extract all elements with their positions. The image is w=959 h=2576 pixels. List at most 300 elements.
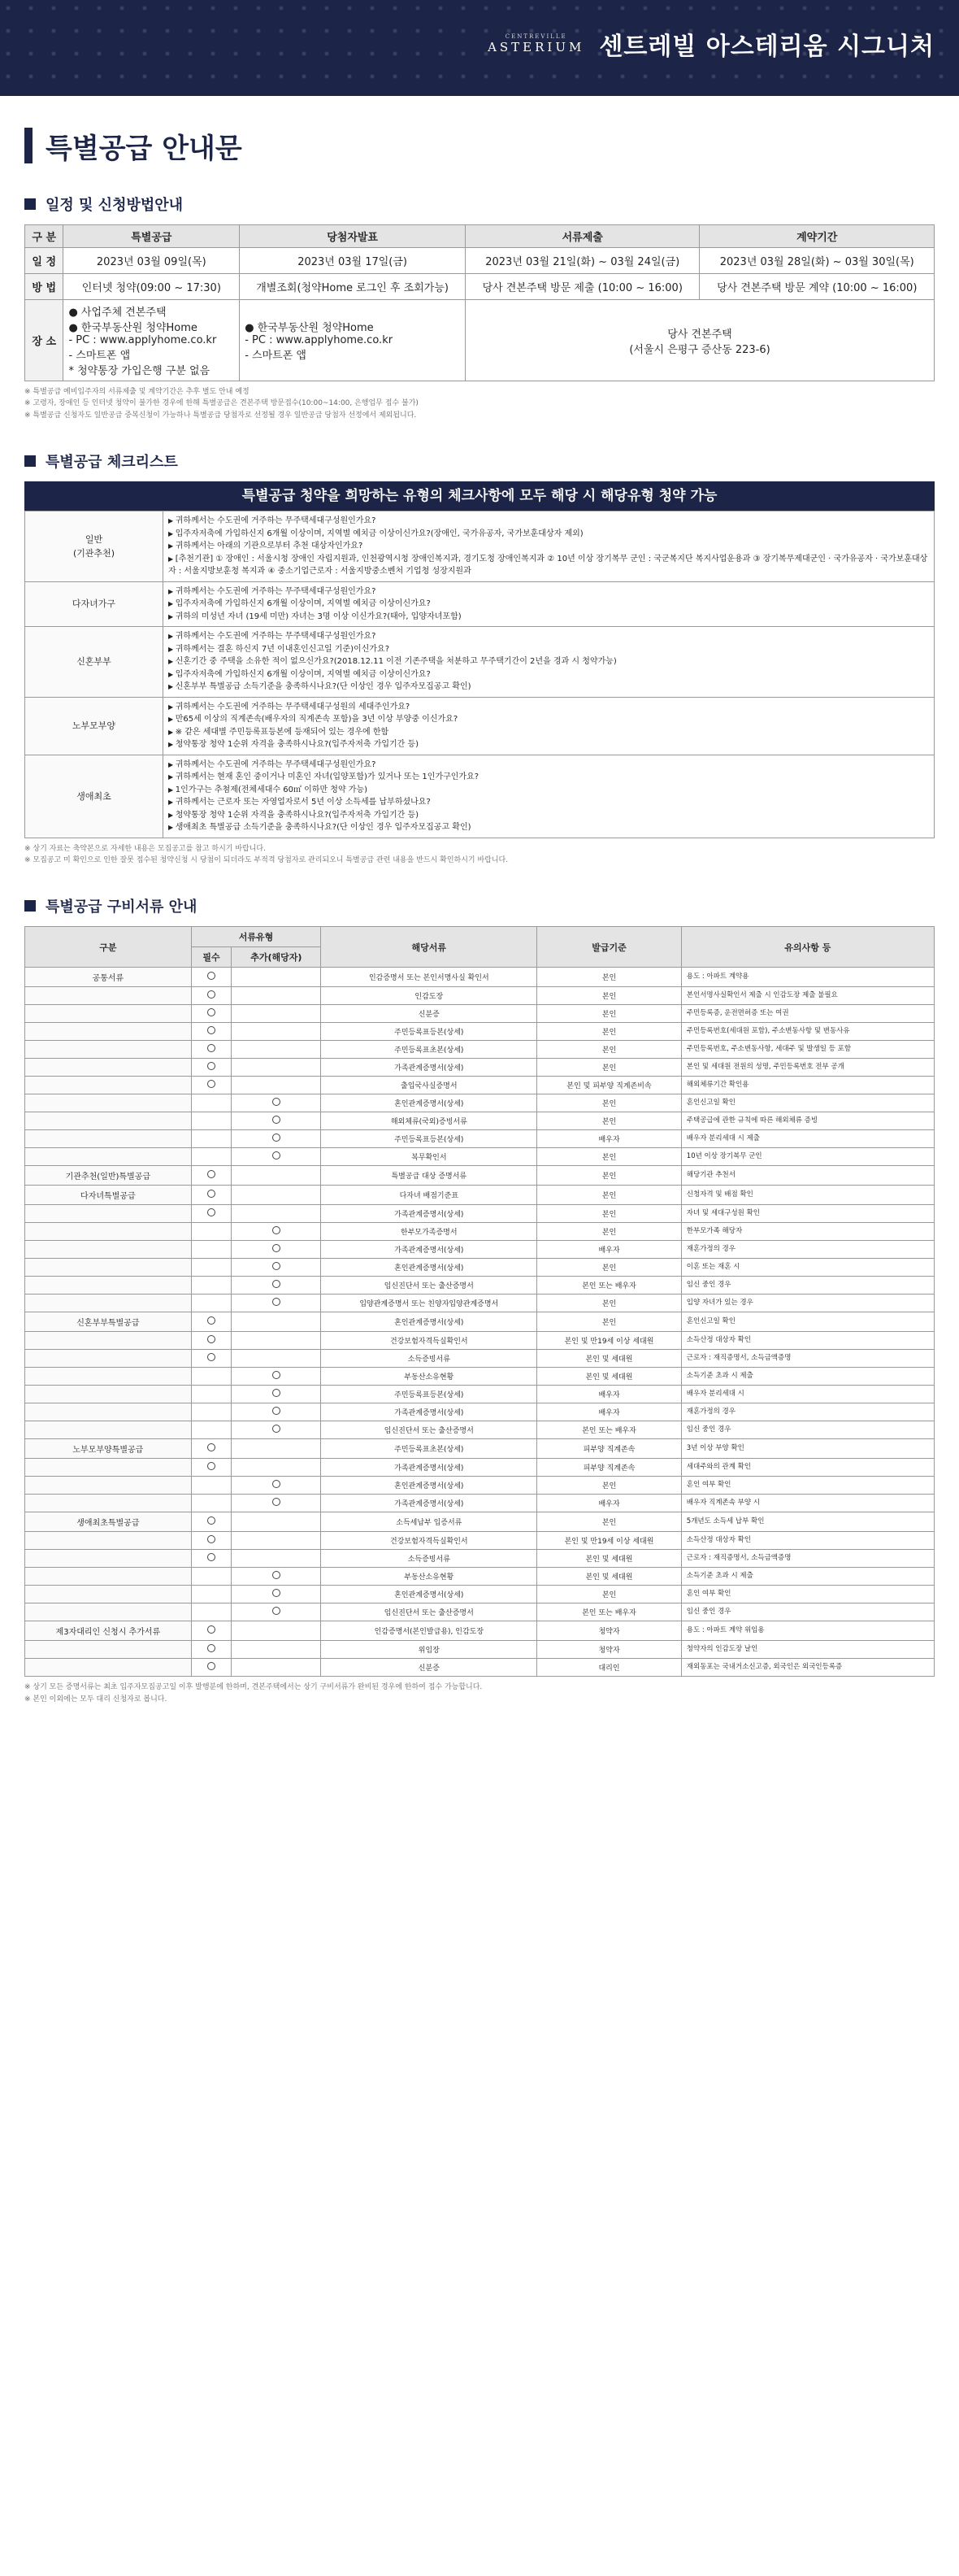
circle-icon (272, 1098, 280, 1106)
docs-desc: 주민등록증, 운전면허증 또는 여권 (681, 1005, 934, 1023)
schedule-cell: 2023년 03월 17일(금) (240, 248, 466, 274)
circle-icon (207, 1625, 215, 1634)
circle-icon (272, 1589, 280, 1597)
docs-category (25, 1223, 192, 1241)
docs-desc: 10년 이상 장기복무 군인 (681, 1148, 934, 1166)
docs-required (191, 1439, 232, 1459)
circle-icon (272, 1134, 280, 1142)
docs-category (25, 1059, 192, 1077)
docs-doc: 특별공급 대상 증명서류 (321, 1166, 537, 1186)
docs-doc: 주민등록표등본(상세) (321, 1130, 537, 1148)
checklist-item: ▶ 입주자저축에 가입하신지 6개월 이상이며, 지역별 예치금 이상이신가요?(장애인, 국가유공자, 국가보훈대상자 제외) (168, 528, 929, 541)
schedule-cell: 인터넷 청약(09:00 ~ 17:30) (63, 274, 240, 300)
docs-doc: 해외체류(국외)증빙서류 (321, 1112, 537, 1130)
checklist-banner: 특별공급 청약을 희망하는 유형의 체크사항에 모두 해당 시 해당유형 청약 가능 (24, 481, 935, 511)
page-title: 특별공급 안내문 (46, 132, 242, 165)
docs-doc: 주민등록표초본(상세) (321, 1041, 537, 1059)
checklist-label: 일반 (기관추천) (25, 511, 163, 582)
note-line: ※ 고령자, 장애인 등 인터넷 청약이 불가한 경우에 한해 특별공급은 견본주택 방문접수(10:00~14:00, 은행업무 접수 불가) (24, 399, 419, 408)
docs-category: 공통서류 (25, 968, 192, 987)
docs-header-notes: 유의사항 등 (681, 927, 934, 968)
place-col1 (63, 300, 240, 381)
docs-doc: 출입국사실증명서 (321, 1077, 537, 1094)
docs-additional (232, 1332, 321, 1350)
docs-doc: 혼인관계증명서(상세) (321, 1586, 537, 1603)
schedule-header: 계약기간 (700, 225, 935, 248)
docs-required (191, 1350, 232, 1368)
checklist-label: 생애최초 (25, 755, 163, 838)
checklist-row (25, 627, 935, 698)
docs-doc: 건강보험자격득실확인서 (321, 1532, 537, 1550)
docs-desc: 혼인신고일 확인 (681, 1094, 934, 1112)
docs-issuer: 배우자 (537, 1241, 682, 1259)
checklist-item: ▶ 1인가구는 추첨제(전체세대수 60㎡ 이하만 청약 가능) (168, 784, 929, 797)
docs-additional (232, 1350, 321, 1368)
checklist-item: ▶ 귀하의 미성년 자녀 (19세 미만) 자녀는 3명 이상 이신가요?(태아, 입양자녀포함) (168, 611, 929, 624)
docs-row (25, 1077, 935, 1094)
note-line: ※ 상기 자료는 축약본으로 자세한 내용은 모집공고를 참고 하시기 바랍니다. (24, 844, 266, 853)
checklist-item: ▶ 귀하께서는 아래의 기관으로부터 추천 대상자인가요? (168, 540, 929, 553)
docs-category (25, 1295, 192, 1312)
docs-additional (232, 1641, 321, 1659)
checklist-item: ▶ 귀하께서는 수도권에 거주하는 무주택세대구성원인가요? (168, 585, 929, 598)
docs-required (191, 1403, 232, 1421)
docs-issuer: 배우자 (537, 1386, 682, 1403)
docs-issuer: 배우자 (537, 1130, 682, 1148)
docs-row (25, 1277, 935, 1295)
docs-issuer: 본인 (537, 1586, 682, 1603)
docs-required (191, 1421, 232, 1439)
docs-desc: 배우자 분리세대 시 (681, 1386, 934, 1403)
place-line: ● 한국부동산원 청약Home (245, 322, 374, 334)
docs-issuer: 본인 (537, 1259, 682, 1277)
docs-doc: 가족관계증명서(상세) (321, 1495, 537, 1512)
docs-category: 생애최초특별공급 (25, 1512, 192, 1532)
docs-required (191, 1259, 232, 1277)
docs-doc: 소득증빙서류 (321, 1350, 537, 1368)
place-line: (서울시 은평구 증산동 223-6) (629, 343, 770, 356)
docs-category: 기관추천(일반)특별공급 (25, 1166, 192, 1186)
docs-doc: 혼인관계증명서(상세) (321, 1312, 537, 1332)
docs-category (25, 1148, 192, 1166)
docs-issuer: 본인 (537, 1094, 682, 1112)
docs-required (191, 1166, 232, 1186)
schedule-header: 당첨자발표 (240, 225, 466, 248)
docs-issuer: 본인 (537, 1059, 682, 1077)
docs-category (25, 1403, 192, 1421)
docs-additional (232, 1568, 321, 1586)
place-col3 (466, 300, 935, 381)
docs-required (191, 1459, 232, 1477)
docs-desc: 본인서명사실확인서 제출 시 인감도장 제출 불필요 (681, 987, 934, 1005)
docs-issuer: 청약자 (537, 1641, 682, 1659)
docs-required (191, 1277, 232, 1295)
schedule-cell: 2023년 03월 28일(화) ~ 03월 30일(목) (700, 248, 935, 274)
docs-additional (232, 987, 321, 1005)
docs-additional (232, 1421, 321, 1439)
schedule-cell: 당사 견본주택 방문 제출 (10:00 ~ 16:00) (466, 274, 700, 300)
circle-icon (207, 1644, 215, 1652)
circle-icon (272, 1280, 280, 1288)
circle-icon (207, 1662, 215, 1670)
docs-issuer: 본인 (537, 1223, 682, 1241)
docs-doc: 부동산소유현황 (321, 1368, 537, 1386)
note-line: ※ 특별공급 신청자도 일반공급 중복신청이 가능하나 특별공급 당첨자로 선정될 경우 일반공급 당첨자 선정에서 제외됩니다. (24, 411, 417, 420)
docs-row (25, 1005, 935, 1023)
docs-row (25, 1659, 935, 1677)
checklist-items (163, 511, 935, 582)
schedule-header: 서류제출 (466, 225, 700, 248)
docs-category (25, 1205, 192, 1223)
docs-doc: 인감도장 (321, 987, 537, 1005)
docs-issuer: 본인 (537, 987, 682, 1005)
docs-desc: 재혼가정의 경우 (681, 1403, 934, 1421)
docs-category (25, 1603, 192, 1621)
schedule-section-title: 일정 및 신청방법안내 (24, 194, 935, 215)
docs-row (25, 1550, 935, 1568)
docs-required (191, 1023, 232, 1041)
docs-row (25, 1332, 935, 1350)
docs-doc: 가족관계증명서(상세) (321, 1205, 537, 1223)
docs-category: 노부모부양특별공급 (25, 1439, 192, 1459)
docs-additional (232, 1477, 321, 1495)
docs-row (25, 1023, 935, 1041)
circle-icon (272, 1425, 280, 1433)
docs-issuer: 본인 및 만19세 이상 세대원 (537, 1532, 682, 1550)
docs-required (191, 1568, 232, 1586)
docs-required (191, 1603, 232, 1621)
docs-additional (232, 1041, 321, 1059)
checklist-label: 다자녀가구 (25, 581, 163, 627)
docs-additional (232, 1112, 321, 1130)
docs-header-required: 필수 (191, 947, 232, 968)
docs-row (25, 1421, 935, 1439)
circle-icon (272, 1298, 280, 1306)
docs-notes (24, 1682, 935, 1705)
docs-desc: 근로자 : 재직증명서, 소득금액증명 (681, 1350, 934, 1368)
docs-additional (232, 1550, 321, 1568)
circle-icon (207, 1062, 215, 1070)
docs-additional (232, 1241, 321, 1259)
docs-issuer: 본인 (537, 1295, 682, 1312)
docs-additional (232, 1223, 321, 1241)
docs-desc: 주민등록번호(세대원 포함), 주소변동사항 및 변동사유 (681, 1023, 934, 1041)
docs-category (25, 1277, 192, 1295)
docs-row (25, 1223, 935, 1241)
docs-additional (232, 1277, 321, 1295)
checklist-item: ▶ 생애최초 특별공급 소득기준을 충족하시나요?(단 이상인 경우 입주자모집공고 확인) (168, 821, 929, 834)
docs-category (25, 1041, 192, 1059)
docs-row (25, 987, 935, 1005)
checklist-items (163, 755, 935, 838)
checklist-item: ▶ 청약통장 청약 1순위 자격을 충족하시나요?(입주자저축 가입기간 등) (168, 809, 929, 822)
docs-issuer: 본인 및 세대원 (537, 1550, 682, 1568)
docs-category (25, 1130, 192, 1148)
checklist-list (168, 515, 929, 578)
circle-icon (272, 1371, 280, 1379)
docs-additional (232, 1166, 321, 1186)
docs-required (191, 1130, 232, 1148)
brand-logo: CENTREVILLE ASTERIUM (488, 33, 585, 54)
brand-name: 센트레빌 아스테리움 시그니처 (599, 33, 935, 61)
docs-row (25, 1512, 935, 1532)
docs-desc: 세대주와의 관계 확인 (681, 1459, 934, 1477)
docs-issuer: 본인 (537, 1041, 682, 1059)
docs-issuer: 본인 (537, 1166, 682, 1186)
docs-category (25, 1077, 192, 1094)
docs-category: 제3자대리인 신청시 추가서류 (25, 1621, 192, 1641)
site-header (0, 0, 959, 96)
docs-category (25, 1659, 192, 1677)
docs-row (25, 1641, 935, 1659)
docs-desc: 소득기준 초과 시 제출 (681, 1568, 934, 1586)
docs-category (25, 1477, 192, 1495)
docs-issuer: 본인 (537, 1148, 682, 1166)
docs-additional (232, 1077, 321, 1094)
title-bar (24, 128, 33, 163)
square-icon (24, 900, 36, 912)
docs-header-doc: 해당서류 (321, 927, 537, 968)
place-line: - PC : www.applyhome.co.kr (245, 334, 393, 346)
docs-desc: 소득산정 대상자 확인 (681, 1332, 934, 1350)
docs-category (25, 1005, 192, 1023)
checklist-item: ▶ 청약통장 청약 1순위 자격을 충족하시나요?(입주자저축 가입기간 등) (168, 738, 929, 751)
docs-required (191, 1621, 232, 1641)
docs-row (25, 1621, 935, 1641)
docs-desc: 소득기준 초과 시 제출 (681, 1368, 934, 1386)
circle-icon (207, 1026, 215, 1034)
docs-additional (232, 968, 321, 987)
docs-additional (232, 1259, 321, 1277)
place-line: 당사 견본주택 (667, 328, 732, 341)
docs-category (25, 1112, 192, 1130)
checklist-list (168, 585, 929, 624)
docs-category: 신혼부부특별공급 (25, 1312, 192, 1332)
docs-issuer: 본인 및 세대원 (537, 1350, 682, 1368)
docs-row (25, 1495, 935, 1512)
docs-required (191, 1550, 232, 1568)
docs-row (25, 1259, 935, 1277)
docs-desc: 재외동포는 국내거소신고증, 외국인은 외국인등록증 (681, 1659, 934, 1677)
schedule-cell: 일 정 (25, 248, 63, 274)
docs-desc: 본인 및 세대원 전원의 성명, 주민등록번호 전부 공개 (681, 1059, 934, 1077)
docs-issuer: 본인 (537, 1186, 682, 1205)
place-line: * 청약통장 가입은행 구분 없음 (68, 365, 210, 377)
circle-icon (207, 1353, 215, 1361)
docs-required (191, 968, 232, 987)
docs-row (25, 1205, 935, 1223)
docs-category (25, 1495, 192, 1512)
docs-doc: 위임장 (321, 1641, 537, 1659)
docs-doc: 임신진단서 또는 출산증명서 (321, 1421, 537, 1439)
docs-row (25, 1386, 935, 1403)
checklist-label: 신혼부부 (25, 627, 163, 698)
docs-issuer: 대리인 (537, 1659, 682, 1677)
circle-icon (272, 1389, 280, 1397)
docs-issuer: 본인 및 세대원 (537, 1568, 682, 1586)
place-line: - 스마트폰 앱 (245, 350, 306, 362)
docs-doc: 임신진단서 또는 출산증명서 (321, 1603, 537, 1621)
checklist-row (25, 511, 935, 582)
docs-category (25, 1641, 192, 1659)
circle-icon (272, 1480, 280, 1488)
docs-required (191, 1495, 232, 1512)
docs-additional (232, 1312, 321, 1332)
docs-row (25, 1130, 935, 1148)
docs-additional (232, 1532, 321, 1550)
docs-issuer: 본인 (537, 1312, 682, 1332)
docs-doc: 인감증명서 또는 본인서명사실 확인서 (321, 968, 537, 987)
docs-additional (232, 1495, 321, 1512)
docs-doc: 소득세납부 입증서류 (321, 1512, 537, 1532)
docs-row (25, 1041, 935, 1059)
docs-issuer: 피부양 직계존속 (537, 1439, 682, 1459)
docs-header-additional: 추가(해당자) (232, 947, 321, 968)
docs-issuer: 피부양 직계존속 (537, 1459, 682, 1477)
docs-category (25, 987, 192, 1005)
place-line: - 스마트폰 앱 (68, 350, 131, 362)
checklist-item: ▶ [추천기관] ① 장애인 : 서울시청 장애인 자립지원과, 인천광역시청 장애인복지과, 경기도청 장애인복지과 ② 10년 이상 장기복무 군인 : 국군복지단 복지사업운용과 ③ 장기복무제대군인 · 국가유공자 · 국가보훈대상자 : 서울지방보훈청 복지과 ④ 중소기업근로자 : 서울지방중소벤처 기업청 성장지원과 (168, 553, 929, 578)
checklist-item: ▶ 입주자저축에 가입하신지 6개월 이상이며, 지역별 예치금 이상이신가요? (168, 668, 929, 681)
docs-additional (232, 1439, 321, 1459)
schedule-notes (24, 386, 935, 421)
docs-desc: 혼인 여부 확인 (681, 1477, 934, 1495)
docs-doc: 가족관계증명서(상세) (321, 1059, 537, 1077)
docs-row (25, 1368, 935, 1386)
docs-doc: 주민등록표등본(상세) (321, 1023, 537, 1041)
place-line: - PC : www.applyhome.co.kr (68, 334, 217, 346)
circle-icon (207, 1462, 215, 1470)
docs-header-issuer: 발급기준 (537, 927, 682, 968)
docs-required (191, 1477, 232, 1495)
schedule-cell: 방 법 (25, 274, 63, 300)
checklist-item: ▶ 귀하께서는 수도권에 거주하는 무주택세대구성원의 세대주인가요? (168, 701, 929, 714)
square-icon (24, 198, 36, 210)
docs-required (191, 1386, 232, 1403)
checklist-row (25, 755, 935, 838)
circle-icon (272, 1571, 280, 1579)
docs-row (25, 968, 935, 987)
docs-row (25, 1241, 935, 1259)
docs-category (25, 1421, 192, 1439)
checklist-list (168, 759, 929, 834)
circle-icon (207, 1316, 215, 1325)
docs-doc: 주민등록표등본(상세) (321, 1386, 537, 1403)
circle-icon (207, 1208, 215, 1216)
circle-icon (207, 1044, 215, 1052)
circle-icon (272, 1244, 280, 1252)
checklist-row (25, 581, 935, 627)
docs-category (25, 1368, 192, 1386)
checklist-item: ▶ 입주자저축에 가입하신지 6개월 이상이며, 지역별 예치금 이상이신가요? (168, 598, 929, 611)
docs-additional (232, 1295, 321, 1312)
circle-icon (207, 1516, 215, 1525)
docs-row (25, 1350, 935, 1368)
docs-desc: 해외체류기간 확인용 (681, 1077, 934, 1094)
docs-section-title: 특별공급 구비서류 안내 (24, 895, 935, 916)
docs-desc: 배우자 직계존속 부양 시 (681, 1495, 934, 1512)
docs-doc: 신분증 (321, 1005, 537, 1023)
docs-issuer: 배우자 (537, 1403, 682, 1421)
schedule-header: 특별공급 (63, 225, 240, 248)
checklist-label: 노부모부양 (25, 697, 163, 755)
circle-icon (207, 1190, 215, 1198)
docs-doc: 부동산소유현황 (321, 1568, 537, 1586)
docs-required (191, 1059, 232, 1077)
docs-header-type: 서류유형 (191, 927, 321, 947)
docs-row (25, 1094, 935, 1112)
docs-table (24, 926, 935, 1677)
docs-doc: 가족관계증명서(상세) (321, 1241, 537, 1259)
circle-icon (207, 1080, 215, 1088)
docs-doc: 다자녀 배점기준표 (321, 1186, 537, 1205)
docs-desc: 소득산정 대상자 확인 (681, 1532, 934, 1550)
docs-required (191, 1005, 232, 1023)
docs-desc: 임신 중인 경우 (681, 1277, 934, 1295)
page-title-row (24, 127, 935, 164)
circle-icon (207, 1535, 215, 1543)
docs-additional (232, 1659, 321, 1677)
square-icon (24, 455, 36, 467)
docs-row (25, 1295, 935, 1312)
docs-issuer: 본인 및 피부양 직계존비속 (537, 1077, 682, 1094)
docs-issuer: 본인 (537, 968, 682, 987)
docs-required (191, 1312, 232, 1332)
circle-icon (207, 1008, 215, 1016)
circle-icon (207, 990, 215, 999)
brand (488, 26, 935, 62)
docs-desc: 청약자의 인감도장 날인 (681, 1641, 934, 1659)
docs-desc: 주택공급에 관한 규칙에 따른 해외체류 증빙 (681, 1112, 934, 1130)
note-line: ※ 상기 모든 증명서류는 최초 입주자모집공고일 이후 발행분에 한하며, 견본주택에서는 상기 구비서류가 완비된 경우에 한하여 접수 가능합니다. (24, 1683, 483, 1692)
place-line: ● 사업주체 견본주택 (68, 307, 167, 319)
docs-additional (232, 1148, 321, 1166)
docs-additional (232, 1586, 321, 1603)
docs-category (25, 1532, 192, 1550)
docs-doc: 혼인관계증명서(상세) (321, 1259, 537, 1277)
circle-icon (272, 1607, 280, 1615)
schedule-cell: 당사 견본주택 방문 계약 (10:00 ~ 16:00) (700, 274, 935, 300)
docs-category (25, 1386, 192, 1403)
docs-row (25, 1459, 935, 1477)
docs-required (191, 1077, 232, 1094)
docs-additional (232, 1130, 321, 1148)
docs-desc: 용도 : 아파트 계약 위임용 (681, 1621, 934, 1641)
circle-icon (272, 1151, 280, 1160)
docs-additional (232, 1186, 321, 1205)
docs-row (25, 1586, 935, 1603)
docs-desc: 입양 자녀가 있는 경우 (681, 1295, 934, 1312)
docs-issuer: 본인 (537, 1023, 682, 1041)
docs-additional (232, 1205, 321, 1223)
schedule-cell: 개별조회(청약Home 로그인 후 조회가능) (240, 274, 466, 300)
docs-required (191, 1295, 232, 1312)
docs-desc: 3년 이상 부양 확인 (681, 1439, 934, 1459)
circle-icon (207, 1553, 215, 1561)
checklist-item: ▶ 귀하께서는 수도권에 거주하는 무주택세대구성원인가요? (168, 515, 929, 528)
checklist-items (163, 627, 935, 698)
circle-icon (207, 972, 215, 980)
docs-additional (232, 1023, 321, 1041)
docs-required (191, 1186, 232, 1205)
circle-icon (272, 1262, 280, 1270)
docs-desc: 자녀 및 세대구성원 확인 (681, 1205, 934, 1223)
checklist-list (168, 630, 929, 694)
docs-doc: 혼인관계증명서(상세) (321, 1477, 537, 1495)
docs-desc: 용도 : 아파트 계약용 (681, 968, 934, 987)
docs-additional (232, 1512, 321, 1532)
docs-desc: 혼인 여부 확인 (681, 1586, 934, 1603)
